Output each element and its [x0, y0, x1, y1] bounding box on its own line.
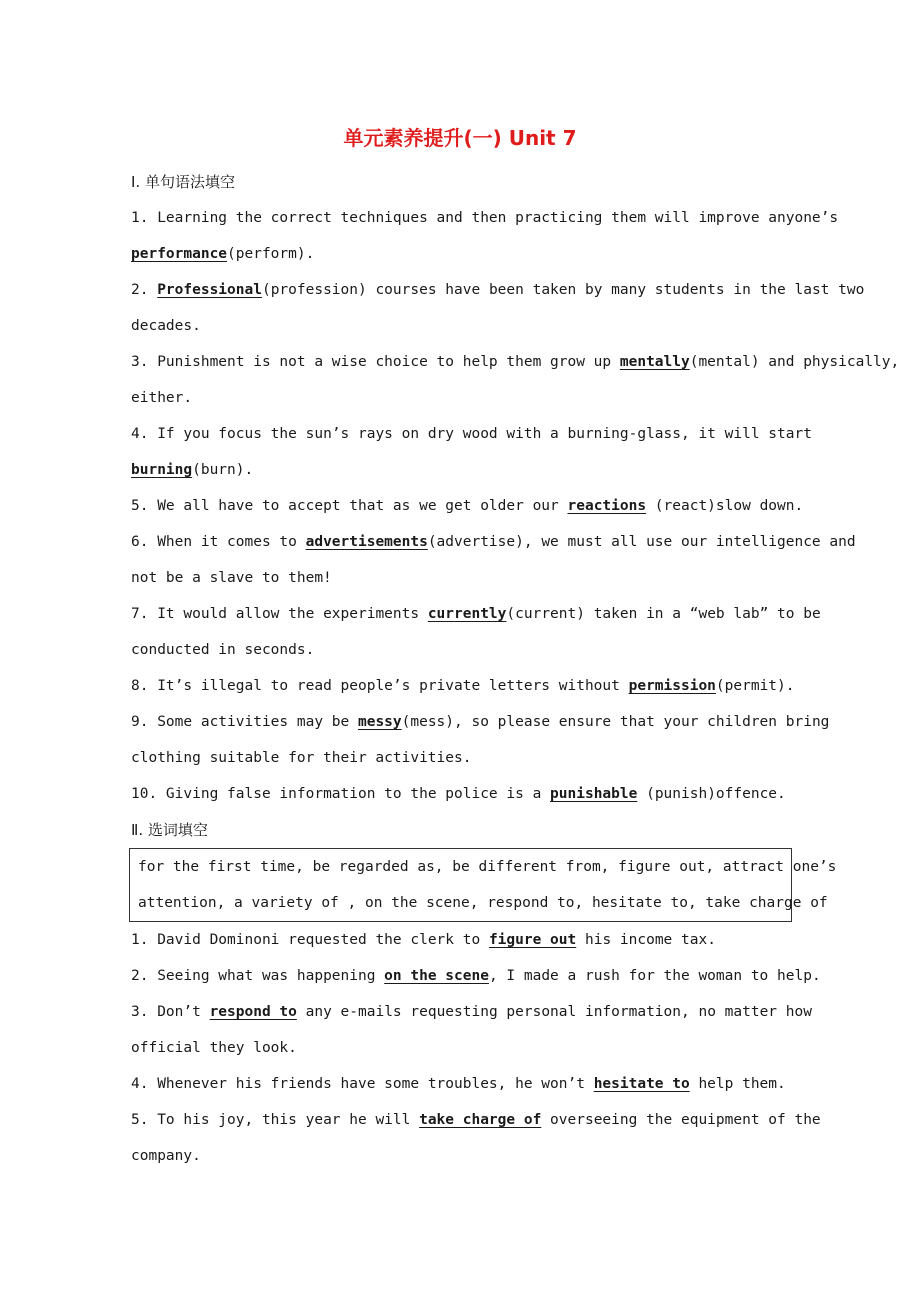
- question-1: 1. Learning the correct techniques and then practicing them will improve anyone’s: [131, 210, 839, 226]
- question-6: 6. When it comes to advertisements(advertise), we must all use our intelligence and: [131, 534, 856, 550]
- question-6-cont: not be a slave to them!: [131, 570, 332, 586]
- fill-question-4: 4. Whenever his friends have some troubles, he won’t hesitate to help them.: [131, 1076, 786, 1092]
- fill-question-3: 3. Don’t respond to any e-mails requesting personal information, no matter how: [131, 1004, 812, 1020]
- answer-8: permission: [628, 678, 716, 694]
- answer-3: mentally: [619, 354, 690, 370]
- question-2-cont: decades.: [131, 318, 201, 334]
- answer-5: reactions: [567, 498, 647, 514]
- question-3-cont: either.: [131, 390, 193, 406]
- fill-answer-2: on the scene: [384, 968, 489, 984]
- word-bank-line-2: attention, a variety of , on the scene, respond to, hesitate to, take charge of: [138, 895, 828, 911]
- fill-answer-4: hesitate to: [593, 1076, 690, 1092]
- worksheet-content: [131, 164, 900, 1174]
- word-bank-line-1: for the first time, be regarded as, be different from, figure out, attract one’s: [138, 859, 837, 875]
- section2-heading: Ⅱ. 选词填空: [131, 821, 208, 839]
- page-title: 单元素养提升(一) Unit 7: [343, 126, 577, 150]
- fill-question-1: 1. David Dominoni requested the clerk to figure out his income tax.: [131, 932, 716, 948]
- question-8: 8. It’s illegal to read people’s private letters without permission(permit).: [131, 678, 795, 694]
- question-9: 9. Some activities may be messy(mess), so please ensure that your children bring: [131, 714, 830, 730]
- fill-answer-3: respond to: [209, 1004, 297, 1020]
- question-4: 4. If you focus the sun’s rays on dry wood with a burning-glass, it will start: [131, 426, 812, 442]
- question-2: 2. Professional(profession) courses have been taken by many students in the last two: [131, 282, 865, 298]
- question-4-cont: burning(burn).: [131, 462, 254, 478]
- answer-1: performance: [131, 246, 228, 262]
- fill-question-3-cont: official they look.: [131, 1040, 297, 1056]
- question-1-cont: performance(perform).: [131, 246, 315, 262]
- answer-6: advertisements: [305, 534, 428, 550]
- question-7: 7. It would allow the experiments currently(current) taken in a “web lab” to be: [131, 606, 821, 622]
- section1-heading: Ⅰ. 单句语法填空: [131, 173, 235, 191]
- question-5: 5. We all have to accept that as we get older our reactions (react)slow down.: [131, 498, 804, 514]
- fill-question-2: 2. Seeing what was happening on the scene, I made a rush for the woman to help.: [131, 968, 821, 984]
- word-bank-box: [129, 848, 837, 922]
- answer-7: currently: [427, 606, 507, 622]
- fill-question-5: 5. To his joy, this year he will take charge of overseeing the equipment of the: [131, 1112, 821, 1128]
- question-9-cont: clothing suitable for their activities.: [131, 750, 472, 766]
- question-7-cont: conducted in seconds.: [131, 642, 315, 658]
- answer-4: burning: [131, 462, 193, 478]
- question-10: 10. Giving false information to the police is a punishable (punish)offence.: [131, 786, 786, 802]
- answer-10: punishable: [550, 786, 638, 802]
- fill-answer-1: figure out: [488, 932, 577, 948]
- question-3: 3. Punishment is not a wise choice to help them grow up mentally(mental) and physically,: [131, 354, 900, 370]
- answer-2: Professional: [157, 282, 262, 298]
- fill-question-5-cont: company.: [131, 1148, 201, 1164]
- answer-9: messy: [357, 714, 402, 730]
- fill-answer-5: take charge of: [419, 1112, 542, 1128]
